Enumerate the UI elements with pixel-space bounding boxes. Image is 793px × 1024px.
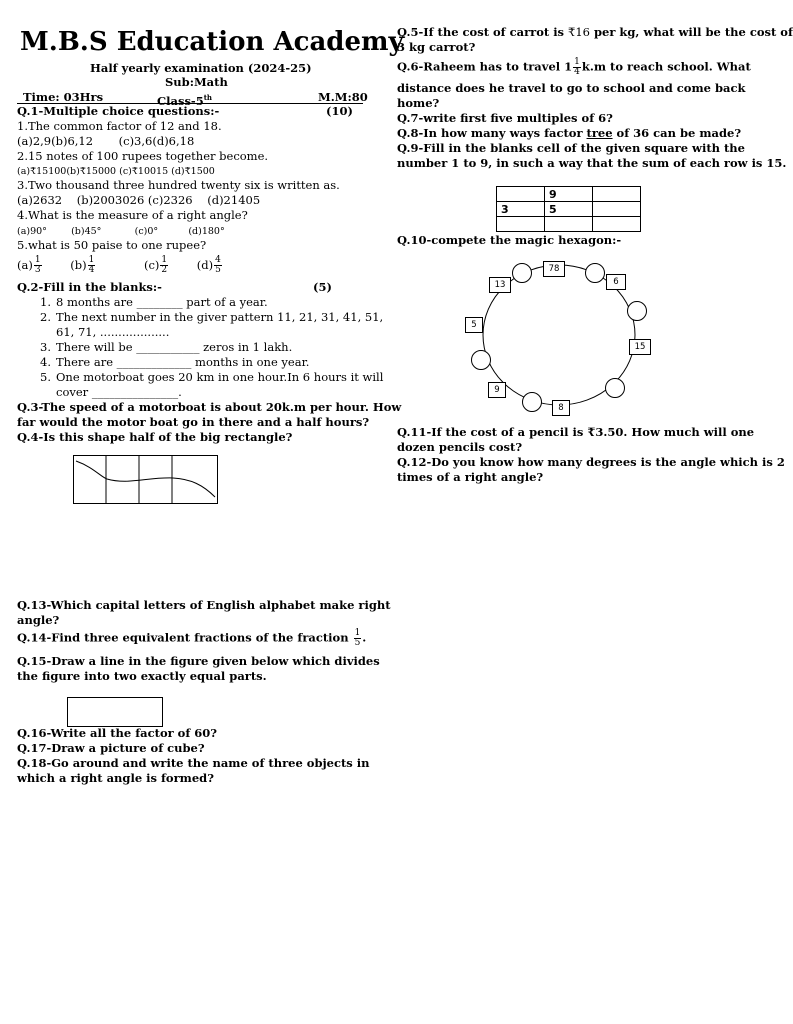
q2-item-3: 3. There will be ___________ zeros in 1 lakh. xyxy=(40,340,293,354)
q1-opt-d: (d) $\frac{4}{5}$ xyxy=(196,255,221,275)
magic-square-cell: 5 xyxy=(545,202,593,217)
school-title: M.B.S Education Academy xyxy=(20,27,404,57)
magic-square-cell xyxy=(593,202,641,217)
subject: Sub:Math xyxy=(165,75,228,89)
q12-line-1: Q.12-Do you know how many degrees is the angle which is 2 xyxy=(397,455,785,469)
q18-line-1: Q.18-Go around and write the name of three objects in xyxy=(17,756,370,770)
magic-square-cell xyxy=(497,217,545,232)
q14-question: Q.14-Find three equivalent fractions of the fraction $\frac{1}{5}$ . xyxy=(17,628,367,648)
q15-line-1: Q.15-Draw a line in the figure given below which divides xyxy=(17,654,380,668)
q2-item-2: 2. The next number in the giver pattern 11, 21, 31, 41, 51, xyxy=(40,310,384,324)
q15-line-2: the figure into two exactly equal parts. xyxy=(17,669,267,683)
hexagon-blank-circle xyxy=(522,392,542,412)
q1-opt-c: (c) $\frac{1}{2}$ xyxy=(143,255,168,275)
exam-title: Half yearly examination (2024-25) xyxy=(90,61,312,75)
q3-line-2: far would the motor boat go in there and a half hours? xyxy=(17,415,370,429)
q1-opt-a: (a) $\frac{1}{3}$ xyxy=(17,255,41,275)
hexagon-cell-lower-left: 9 xyxy=(488,382,506,398)
q2-list xyxy=(40,295,383,400)
hexagon-cell-upper-right: 6 xyxy=(606,274,626,290)
magic-square-cell: 3 xyxy=(497,202,545,217)
q2-item-2-cont: 61, 71, ................... xyxy=(56,325,170,339)
q9-line-2: number 1 to 9, in such a way that the sum of each row is 15. xyxy=(397,156,787,170)
q12-line-2: times of a right angle? xyxy=(397,470,544,484)
q1-item-4: 4.What is the measure of a right angle? xyxy=(17,208,248,222)
q1-options-3: (a)2632 (b)2003026 (c)2326 (d)21405 xyxy=(17,193,261,207)
q3-line-1: Q.3-The speed of a motorboat is about 20k.m per hour. How xyxy=(17,400,402,414)
q2-item-5: 5. One motorboat goes 20 km in one hour.In 6 hours it will xyxy=(40,370,384,384)
q7-question: Q.7-write first five multiples of 6? xyxy=(397,111,613,125)
q1-options-1: (a)2,9(b)6,12 (c)3,6(d)6,18 xyxy=(17,134,195,148)
q2-item-5-cont: cover _______________. xyxy=(56,385,182,399)
q1-opt-b: (b) $\frac{1}{4}$ xyxy=(70,255,95,275)
magic-square-row xyxy=(497,187,641,202)
q5-line-1: Q.5-If the cost of carrot is ₹16 per kg, what will be the cost of xyxy=(397,25,793,39)
q15-rectangle-figure xyxy=(67,697,163,727)
hexagon-blank-circle xyxy=(605,378,625,398)
hexagon-blank-circle xyxy=(627,301,647,321)
magic-square-row xyxy=(497,202,641,217)
q16-question: Q.16-Write all the factor of 60? xyxy=(17,726,218,740)
magic-square-cell xyxy=(593,217,641,232)
q11-line-1: Q.11-If the cost of a pencil is ₹3.50. How much will one xyxy=(397,425,755,439)
q2-marks: (5) xyxy=(313,280,332,294)
q2-item-1: 1. 8 months are ________ part of a year. xyxy=(40,295,268,309)
hexagon-blank-circle xyxy=(471,350,491,370)
magic-square-cell xyxy=(545,217,593,232)
q10-question: Q.10-compete the magic hexagon:- xyxy=(397,233,622,247)
q1-options-4: (a)90° (b)45° (c)0° (d)180° xyxy=(17,226,225,237)
q18-line-2: which a right angle is formed? xyxy=(17,771,214,785)
q1-item-5: 5.what is 50 paise to one rupee? xyxy=(17,238,207,252)
hexagon-cell-bottom: 8 xyxy=(552,400,570,416)
q8-question: Q.8-In how many ways factor tree of 36 can be made? xyxy=(397,126,742,140)
q1-options-2: (a)₹15100(b)₹15000 (c)₹10015 (d)₹1500 xyxy=(17,166,215,177)
q9-line-1: Q.9-Fill in the blanks cell of the given square with the xyxy=(397,141,745,155)
q13-line-1: Q.13-Which capital letters of English alphabet make right xyxy=(17,598,391,612)
magic-square xyxy=(496,186,641,232)
q5-line-2: 3 kg carrot? xyxy=(397,40,476,54)
q6-line-3: home? xyxy=(397,96,440,110)
q1-options-5 xyxy=(17,256,223,275)
max-marks: M.M:80 xyxy=(318,90,368,104)
q4-rectangle-figure xyxy=(73,455,219,505)
magic-hexagon xyxy=(471,258,646,413)
hexagon-cell-top: 78 xyxy=(543,261,565,277)
q1-item-2: 2.15 notes of 100 rupees together become. xyxy=(17,149,269,163)
q13-line-2: angle? xyxy=(17,613,60,627)
hexagon-blank-circle xyxy=(585,263,605,283)
hexagon-blank-circle xyxy=(512,263,532,283)
hexagon-cell-left: 5 xyxy=(465,317,483,333)
q1-heading: Q.1-Multiple choice questions:- xyxy=(17,104,220,118)
q17-question: Q.17-Draw a picture of cube? xyxy=(17,741,205,755)
q6-line-2: distance does he travel to go to school and come back xyxy=(397,81,746,95)
q1-item-3: 3.Two thousand three hundred twenty six is written as. xyxy=(17,178,340,192)
q11-line-2: dozen pencils cost? xyxy=(397,440,523,454)
q6-line-1: Q.6-Raheem has to travel 1 $\frac{1}{4}$ k.m to reach school. What xyxy=(397,57,751,77)
hexagon-cell-right: 15 xyxy=(629,339,651,355)
magic-square-cell: 9 xyxy=(545,187,593,202)
q2-heading: Q.2-Fill in the blanks:- xyxy=(17,280,162,294)
hexagon-cell-upper-left: 13 xyxy=(489,277,511,293)
magic-square-cell xyxy=(497,187,545,202)
class-label: Class-5th xyxy=(157,93,213,108)
magic-square-row xyxy=(497,217,641,232)
time-label: Time: 03Hrs xyxy=(23,90,104,104)
q2-item-4: 4. There are _____________ months in one year. xyxy=(40,355,310,369)
magic-square-cell xyxy=(593,187,641,202)
q1-item-1: 1.The common factor of 12 and 18. xyxy=(17,119,222,133)
q4-question: Q.4-Is this shape half of the big rectangle? xyxy=(17,430,293,444)
q1-marks: (10) xyxy=(326,104,353,118)
